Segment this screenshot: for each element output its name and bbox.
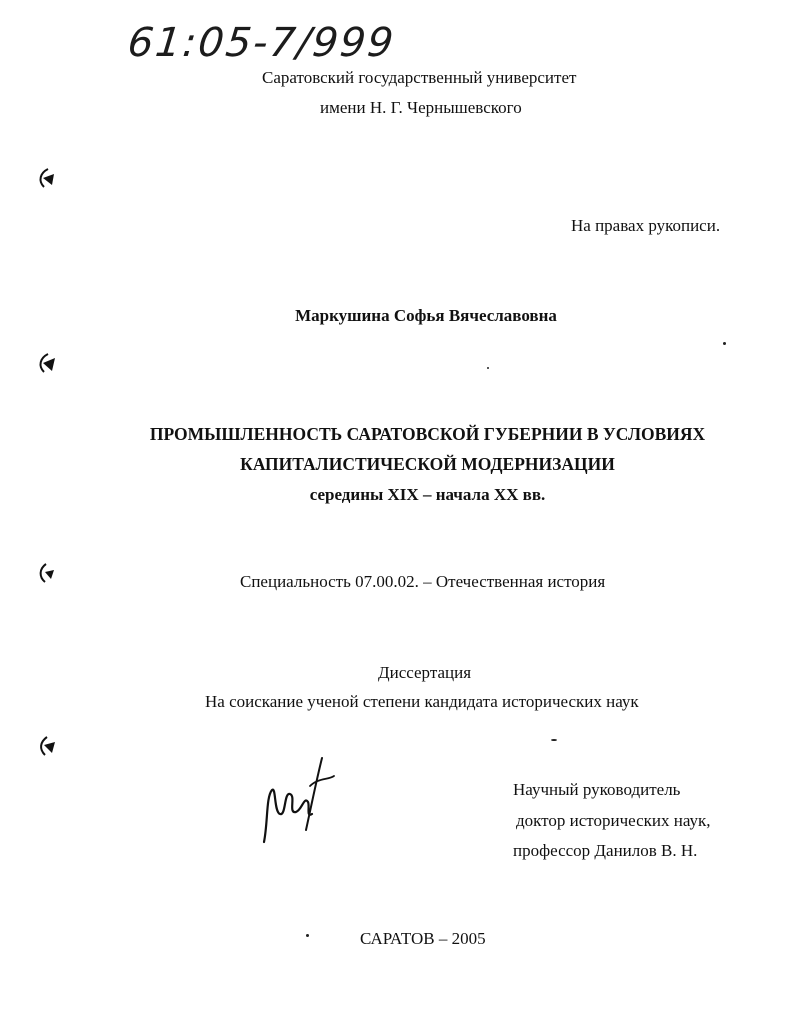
degree-statement: На соискание ученой степени кандидата исторических наук [205,692,639,711]
title-line-2: КАПИТАЛИСТИЧЕСКОЙ МОДЕРНИЗАЦИИ [240,454,615,474]
scan-speck [487,367,489,369]
rights-note: На правах рукописи. [571,216,721,235]
scan-speck [306,934,309,937]
binding-hole-mark-icon [34,165,60,191]
handwritten-archive-code: 61:05-7/999 [125,20,398,66]
title-line-1: ПРОМЫШЛЕННОСТЬ САРАТОВСКОЙ ГУБЕРНИИ В УСЛОВИЯХ [149,424,706,444]
scan-speck [551,739,557,741]
supervisor-name: профессор Данилов В. Н. [513,841,698,860]
binding-hole-mark-icon [34,350,60,376]
binding-hole-mark-icon [34,560,60,586]
supervisor-degree: доктор исторических наук, [516,811,711,830]
supervisor-signature [250,752,340,852]
author-name: Маркушина Софья Вячеславовна [295,306,557,325]
university-name: Саратовский государственный университет [262,68,577,87]
binding-hole-mark-icon [34,733,60,759]
university-named-after: имени Н. Г. Чернышевского [320,98,522,117]
city-year: САРАТОВ – 2005 [360,929,486,948]
supervisor-label: Научный руководитель [513,780,681,799]
title-line-3: середины XIX – начала XX вв. [309,485,546,504]
scan-speck [723,342,726,345]
specialty: Специальность 07.00.02. – Отечественная история [240,572,606,591]
dissertation-label: Диссертация [378,663,472,682]
